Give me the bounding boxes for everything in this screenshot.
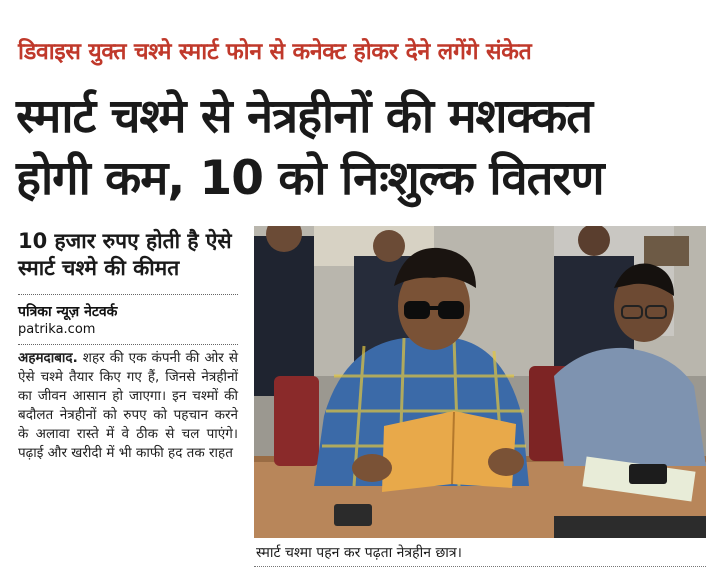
article-body [18,349,238,463]
caption-divider [254,566,706,567]
dotted-divider [18,294,238,295]
dotted-divider [18,344,238,345]
photo-caption: स्मार्ट चश्मा पहन कर पढ़ता नेत्रहीन छात्र। [256,545,462,561]
article-column [18,228,238,463]
headline-line-2: होगी कम, 10 को निःशुल्क वितरण [16,151,604,206]
main-headline [16,86,716,210]
byline: पत्रिका न्यूज़ नेटवर्क [18,304,118,320]
site-credit: patrika.com [18,322,96,337]
photo-illustration [254,226,706,538]
kicker-headline: डिवाइस युक्त चश्मे स्मार्ट फोन से कनेक्ट होकर देने लगेंगे संकेत [18,39,532,65]
subheadline: 10 हजार रुपए होती है ऐसे स्मार्ट चश्मे की कीमत [18,229,232,280]
dateline: अहमदाबाद. [18,350,78,366]
headline-line-1: स्मार्ट चश्मे से नेत्रहीनों की मशक्कत [16,89,593,144]
article-text: शहर की एक कंपनी की ओर से ऐसे चश्मे तैयार किए गए हैं, जिनसे नेत्रहीनों का जीवन आसान हो जाएगा। इन चश्मों की बदौलत नेत्रहीनों को रुपए को पहचान करने के अलावा रास्ते में वे ठीक से चल पाएंगे। पढ़ाई और खरीदी में भी काफी हद तक राहत [18,350,238,461]
news-photo [254,226,706,538]
